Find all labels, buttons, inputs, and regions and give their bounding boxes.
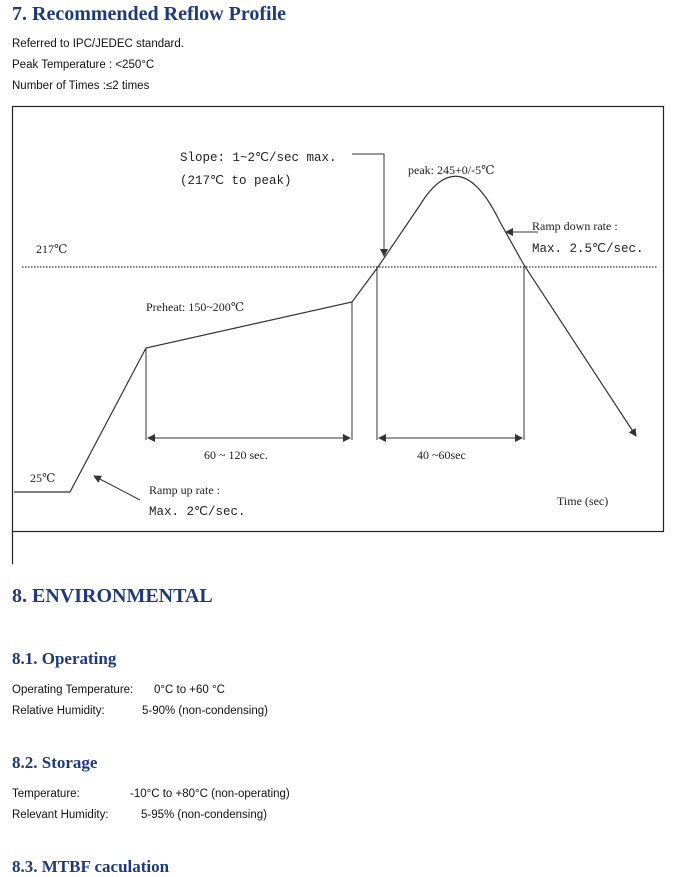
- spec-label: Operating Temperature:: [12, 684, 134, 696]
- ramp-up-label-line2: Max. 2℃/sec.: [149, 505, 246, 519]
- spec-value: -10°C to +80°C (non-operating): [130, 788, 290, 800]
- peak-temperature-line: Peak Temperature : <250°C: [12, 59, 155, 71]
- diagram-frame: [13, 107, 664, 532]
- spec-value: 0°C to +60 °C: [154, 684, 225, 696]
- preheat-time-label: 60 ~ 120 sec.: [204, 448, 268, 462]
- label-217: 217℃: [36, 242, 68, 256]
- spec-label: Temperature:: [12, 788, 80, 800]
- preheat-label: Preheat: 150~200℃: [146, 300, 245, 314]
- storage-title: 8.2. Storage: [12, 753, 98, 772]
- spec-label: Relevant Humidity:: [12, 809, 109, 821]
- section-7-title: 7. Recommended Reflow Profile: [12, 3, 287, 25]
- time-axis-label: Time (sec): [557, 494, 609, 508]
- number-of-times-line: Number of Times :≤2 times: [12, 80, 150, 92]
- slope-label-line2: (217℃ to peak): [180, 174, 292, 188]
- ramp-down-label-line1: Ramp down rate :: [532, 219, 618, 233]
- slope-callout-arrow: [352, 154, 384, 256]
- peak-label: peak: 245+0/-5℃: [408, 163, 495, 177]
- ramp-up-callout-arrow: [94, 476, 140, 500]
- reflow-time-label: 40 ~60sec: [417, 448, 466, 462]
- spec-value: 5-95% (non-condensing): [141, 809, 267, 821]
- operating-title: 8.1. Operating: [12, 649, 117, 668]
- section-8-title: 8. ENVIRONMENTAL: [12, 585, 213, 607]
- slope-label-line1: Slope: 1~2℃/sec max.: [180, 151, 337, 165]
- spec-label: Relative Humidity:: [12, 705, 105, 717]
- ramp-down-label-line2: Max. 2.5℃/sec.: [532, 242, 644, 256]
- ramp-up-label-line1: Ramp up rate :: [149, 483, 220, 497]
- spec-value: 5-90% (non-condensing): [142, 705, 268, 717]
- label-25: 25℃: [30, 471, 56, 485]
- mtbf-title: 8.3. MTBF caculation: [12, 857, 170, 876]
- standard-line: Referred to IPC/JEDEC standard.: [12, 38, 184, 50]
